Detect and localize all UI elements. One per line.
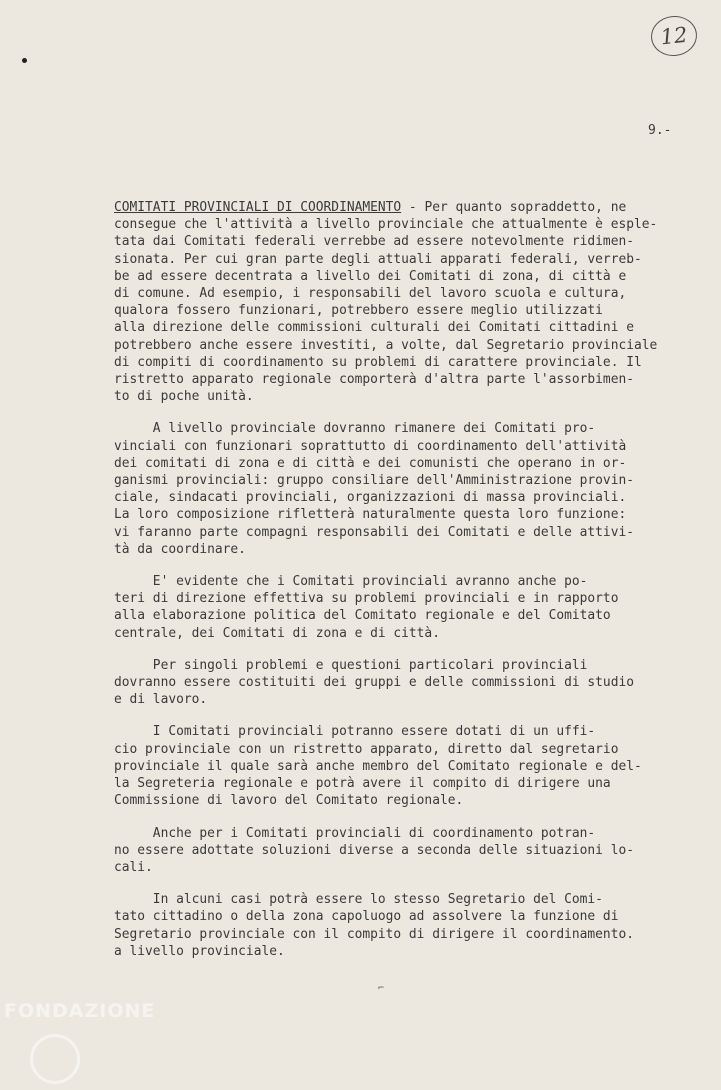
text-line: cali. (114, 859, 153, 875)
text-line: tata dai Comitati federali verrebbe ad essere notevolmente ridimen- (114, 234, 634, 250)
text-line: La loro composizione rifletterà naturalmente questa loro funzione: (114, 507, 627, 523)
paragraph (114, 199, 689, 405)
text-line: - Per quanto sopraddetto, ne (401, 200, 627, 215)
text-line: be ad essere decentrata a livello dei Comitati di zona, di città e (114, 268, 627, 284)
text-line: dovranno essere costituiti dei gruppi e delle commissioni di studio (114, 675, 634, 691)
text-line: no essere adottate soluzioni diverse a seconda delle situazioni lo- (114, 842, 634, 858)
text-line: cio provinciale con un ristretto apparato, diretto dal segretario (114, 741, 619, 757)
text-line: E' evidente che i Comitati provinciali avranno anche po- (114, 574, 588, 590)
text-line: I Comitati provinciali potranno essere dotati di un uffi- (114, 724, 596, 740)
text-line: dei comitati di zona e di città e dei comunisti che operano in or- (114, 455, 627, 471)
text-line: vinciali con funzionari soprattutto di coordinamento dell'attività (114, 438, 627, 454)
text-line: alla direzione delle commissioni culturali dei Comitati cittadini e (114, 320, 634, 336)
text-line: centrale, dei Comitati di zona e di città. (114, 625, 440, 641)
text-line: di compiti di coordinamento su problemi di carattere provinciale. Il (114, 354, 642, 370)
ink-speck: ⌐ (378, 983, 385, 994)
text-line: ristretto apparato regionale comporterà d'altra parte l'assorbimen- (114, 372, 634, 388)
paragraph (114, 573, 689, 642)
text-line: di comune. Ad esempio, i responsabili del lavoro scuola e cultura, (114, 286, 627, 302)
page-stamp (649, 14, 699, 59)
ink-dot (22, 58, 27, 63)
text-line: alla elaborazione politica del Comitato regionale e del Comitato (114, 608, 611, 624)
paragraph (114, 657, 689, 709)
text-line: Per singoli problemi e questioni particolari provinciali (114, 657, 588, 673)
watermark (0, 990, 154, 1090)
document-body (114, 199, 689, 975)
text-line: potrebbero anche essere investiti, a volte, dal Segretario provinciale (114, 337, 658, 353)
text-line: Commissione di lavoro del Comitato regionale. (114, 793, 464, 809)
text-line: Segretario provinciale con il compito di dirigere il coordinamento. (114, 926, 634, 942)
text-line: sionata. Per cui gran parte degli attuali apparati federali, verreb- (114, 251, 642, 267)
paragraph (114, 891, 689, 960)
paragraph (114, 420, 689, 558)
text-line: Anche per i Comitati provinciali di coordinamento potran- (114, 825, 596, 841)
text-line: e di lavoro. (114, 692, 208, 708)
text-line: A livello provinciale dovranno rimanere dei Comitati pro- (114, 421, 596, 437)
paragraph (114, 825, 689, 877)
text-line: provinciale il quale sarà anche membro del Comitato regionale e del- (114, 758, 642, 774)
paragraph (114, 723, 689, 809)
text-line: tato cittadino o della zona capoluogo ad assolvere la funzione di (114, 909, 619, 925)
text-line: ciale, sindacati provinciali, organizzazioni di massa provinciali. (114, 490, 627, 506)
section-heading: COMITATI PROVINCIALI DI COORDINAMENTO (114, 200, 402, 215)
text-line: ganismi provinciali: gruppo consiliare dell'Amministrazione provin- (114, 473, 634, 489)
page-number: 9.- (648, 123, 672, 138)
stamp-number: 12 (659, 22, 689, 50)
text-line: a livello provinciale. (114, 943, 285, 959)
text-line: to di poche unità. (114, 389, 254, 405)
text-line: teri di direzione effettiva su problemi provinciali e in rapporto (114, 591, 619, 607)
watermark-logo-icon (30, 1034, 80, 1084)
text-line: vi faranno parte compagni responsabili dei Comitati e delle attivi- (114, 524, 634, 540)
text-line: qualora fossero funzionari, potrebbero essere meglio utilizzati (114, 303, 603, 319)
watermark-text: FONDAZIONE (4, 1000, 156, 1022)
text-line: consegue che l'attività a livello provinciale che attualmente è esple- (114, 217, 658, 233)
text-line: la Segreteria regionale e potrà avere il compito di dirigere una (114, 776, 611, 792)
text-line: tà da coordinare. (114, 541, 246, 557)
text-line: In alcuni casi potrà essere lo stesso Segretario del Comi- (114, 892, 603, 908)
